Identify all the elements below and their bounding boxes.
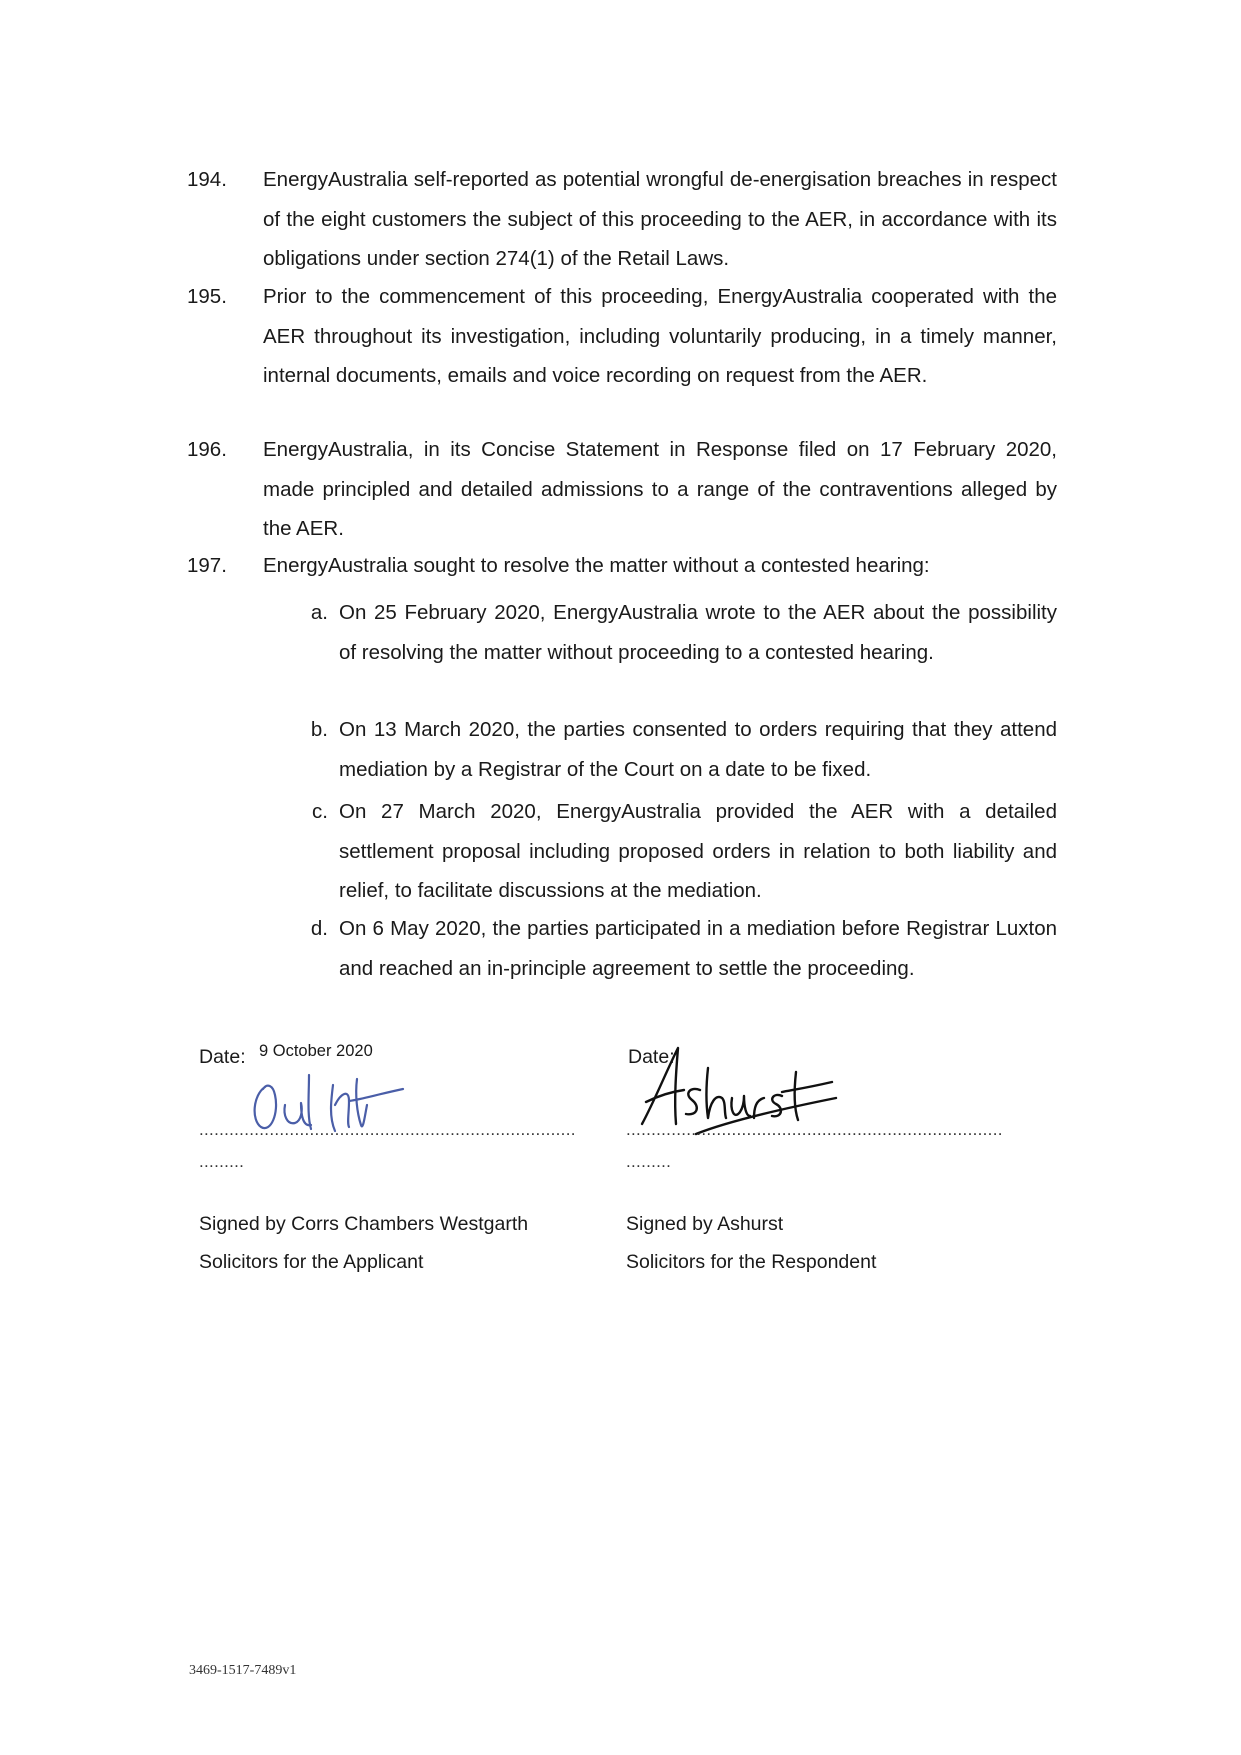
- paragraph-197: [187, 546, 1057, 586]
- subparagraph-c: [298, 792, 1057, 911]
- paragraph-195: [187, 277, 1057, 396]
- subparagraph-b: [298, 710, 1057, 789]
- paragraph-number: 194.: [187, 168, 227, 191]
- paragraph-text: EnergyAustralia self-reported as potential wrongful de-energisation breaches in respect of the eight customers the subject of this proceeding to the AER, in accordance with its obligations under section 274(1) of the Retail Laws.: [263, 168, 1057, 270]
- subparagraph-text: On 6 May 2020, the parties participated in a mediation before Registrar Luxton and reached an in-principle agreement to settle the proceeding.: [339, 917, 1057, 980]
- subparagraph-letter: b.: [310, 718, 328, 741]
- signed-by-applicant: [199, 1205, 528, 1281]
- paragraph-number: 195.: [187, 285, 227, 308]
- role-text: Solicitors for the Applicant: [199, 1251, 424, 1273]
- subparagraph-letter: a.: [310, 601, 328, 624]
- paragraph-194: [187, 160, 1057, 279]
- document-reference: 3469-1517-7489v1: [189, 1663, 297, 1678]
- date-label: Date:: [199, 1046, 246, 1068]
- subparagraph-letter: d.: [310, 917, 328, 940]
- signed-by-text: Signed by Corrs Chambers Westgarth: [199, 1213, 529, 1235]
- signature-line: ...........................................................................: [199, 1120, 576, 1139]
- paragraph-text: EnergyAustralia sought to resolve the matter without a contested hearing:: [263, 554, 930, 577]
- signature-line: ...........................................................................: [626, 1120, 1003, 1139]
- paragraph-number: 197.: [187, 554, 227, 577]
- signed-by-text: Signed by Ashurst: [626, 1213, 784, 1235]
- subparagraph-d: [298, 909, 1057, 988]
- date-label: Date:: [628, 1046, 675, 1068]
- subparagraph-a: [298, 593, 1057, 672]
- paragraph-196: [187, 430, 1057, 549]
- paragraph-number: 196.: [187, 438, 227, 461]
- signature-line-continuation: .........: [626, 1152, 672, 1171]
- subparagraph-text: On 13 March 2020, the parties consented to orders requiring that they attend mediation by a Registrar of the Court on a date to be fixed.: [339, 718, 1057, 781]
- date-value: 9 October 2020: [259, 1042, 373, 1060]
- paragraph-text: Prior to the commencement of this proceeding, EnergyAustralia cooperated with the AER throughout its investigation, including voluntarily producing, in a timely manner, internal documents, emails and voice recording on request from the AER.: [263, 285, 1057, 387]
- signed-by-respondent: [626, 1205, 876, 1281]
- subparagraph-letter: c.: [312, 800, 328, 823]
- subparagraph-text: On 27 March 2020, EnergyAustralia provided the AER with a detailed settlement proposal including proposed orders in relation to both liability and relief, to facilitate discussions at the mediation.: [339, 800, 1057, 902]
- paragraph-text: EnergyAustralia, in its Concise Statement in Response filed on 17 February 2020, made principled and detailed admissions to a range of the contraventions alleged by the AER.: [263, 438, 1057, 540]
- subparagraph-text: On 25 February 2020, EnergyAustralia wrote to the AER about the possibility of resolving the matter without proceeding to a contested hearing.: [339, 601, 1057, 664]
- signature-line-continuation: .........: [199, 1152, 245, 1171]
- role-text: Solicitors for the Respondent: [626, 1251, 877, 1273]
